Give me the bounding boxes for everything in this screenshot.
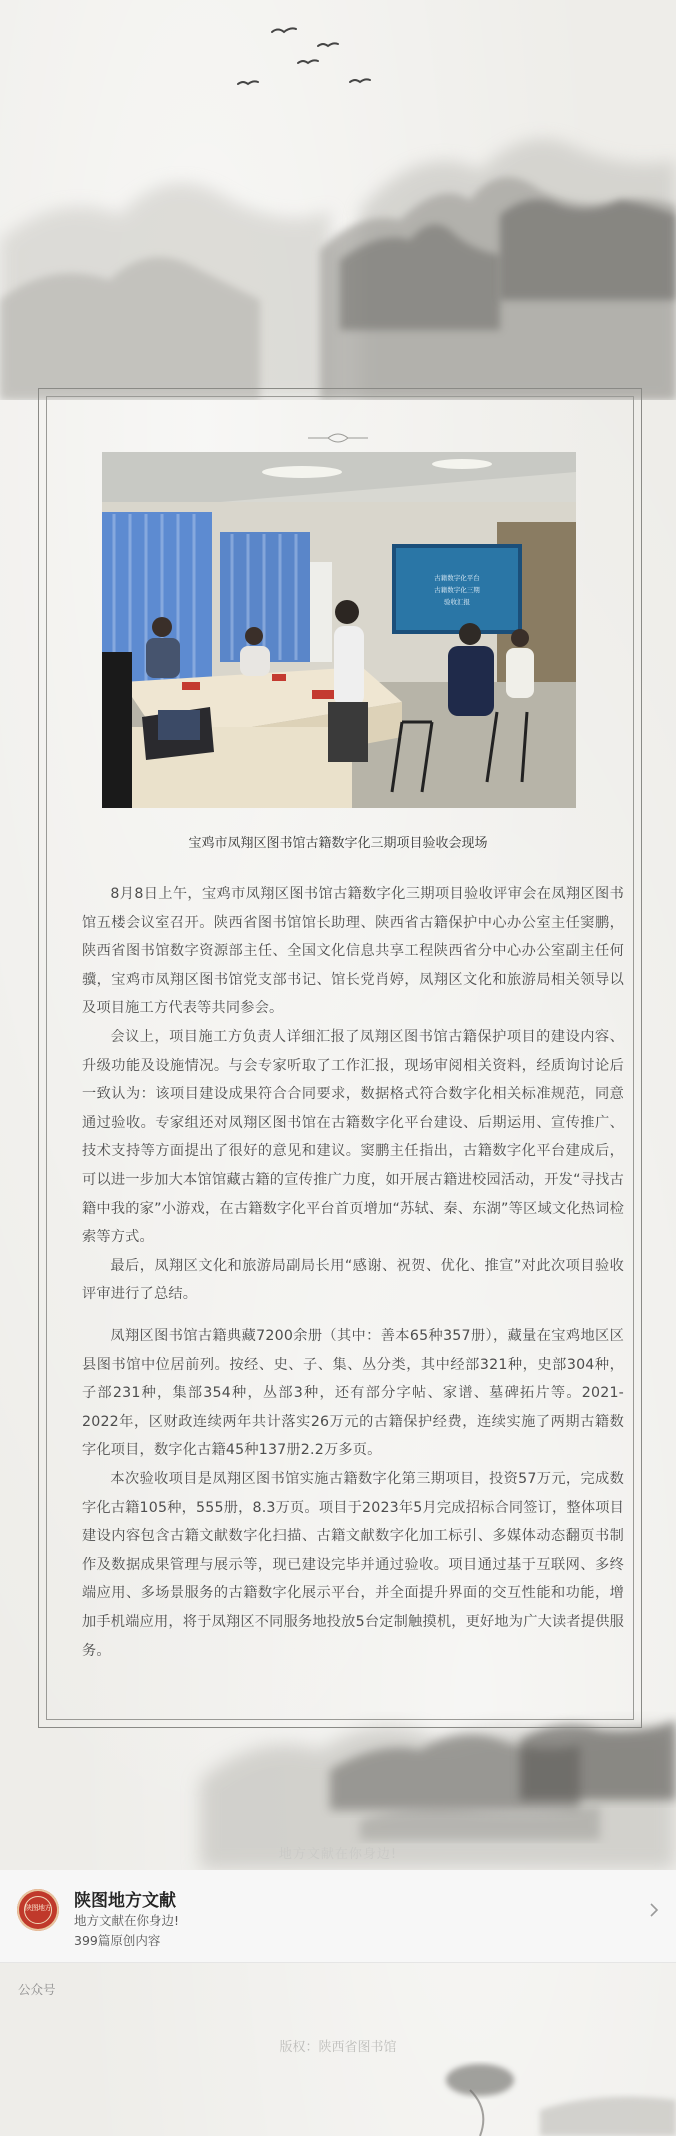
screen-line-2: 古籍数字化三期 bbox=[434, 586, 480, 594]
paragraph: 凤翔区图书馆古籍典藏7200余册（其中：善本65种357册），藏量在宝鸡地区区县图书馆中位居前列。按经、史、子、集、丛分类，其中经部321种，史部304种，子部231种，集部354种，丛部3种，还有部分字帖、家谱、墓碑拓片等。2021-2022年，区财政连续两年共计落实26万元的古籍保护经费，连续实施了两期古籍数字化项目，数字化古籍45种137册2.2万多页。 bbox=[82, 1328, 624, 1459]
photo-caption: 宝鸡市凤翔区图书馆古籍数字化三期项目验收会现场 bbox=[188, 836, 488, 851]
meeting-photo bbox=[102, 452, 576, 808]
copyright-text: 版权：陕西省图书馆 bbox=[279, 2040, 397, 2055]
paragraph: 最后，凤翔区文化和旅游局副局长用“感谢、祝贺、优化、推宣”对此次项目验收评审进行了总结。 bbox=[82, 1257, 624, 1303]
account-description: 地方文献在你身边! bbox=[74, 1913, 180, 1928]
divider bbox=[0, 1962, 676, 1963]
avatar[interactable] bbox=[17, 1889, 59, 1931]
chevron-right-icon[interactable] bbox=[648, 1901, 660, 1919]
paragraph: 本次验收项目是凤翔区图书馆实施古籍数字化第三期项目，投资57万元，完成数字化古籍105种，555册，8.3万页。项目于2023年5月完成招标合同签订，整体项目建设内容包含古籍文献数字化扫描、古籍文献数字化加工标引、多媒体动态翻页书制作及数据成果管理与展示等，现已建设完毕并通过验收。项目通过基于互联网、多终端应用、多场景服务的古籍数字化展示平台，并全面提升界面的交互性能和功能，增加手机端应用，将于凤翔区不同服务地投放5台定制触摸机，更好地为广大读者提供服务。 bbox=[82, 1470, 624, 1659]
paragraph: 8月8日上午，宝鸡市凤翔区图书馆古籍数字化三期项目验收评审会在凤翔区图书馆五楼会议室召开。陕西省图书馆馆长助理、陕西省古籍保护中心办公室主任窦鹏，陕西省图书馆数字资源部主任、全国文化信息共享工程陕西省分中心办公室副主任何骥，宝鸡市凤翔区图书馆党支部书记、馆长党肖婷，凤翔区文化和旅游局相关领导以及项目施工方代表等共同参会。 bbox=[82, 886, 624, 1017]
account-type-label: 公众号 bbox=[18, 1982, 56, 1997]
avatar-text: 陕图地方 bbox=[25, 1904, 51, 1912]
article-section-1 bbox=[82, 880, 624, 1309]
paragraph: 会议上，项目施工方负责人详细汇报了凤翔区图书馆古籍保护项目的建设内容、升级功能及设施情况。与会专家听取了工作汇报，现场审阅相关资料，经质询讨论后一致认为：该项目建设成果符合合同要求，数据格式符合数字化相关标准规范，同意通过验收。专家组还对凤翔区图书馆在古籍数字化平台建设、后期运用、宣传推广、技术支持等方面提出了很好的意见和建议。窦鹏主任指出，古籍数字化平台建成后，可以进一步加大本馆馆藏古籍的宣传推广力度，如开展古籍进校园活动，开发“寻找古籍中我的家”小游戏，在古籍数字化平台首页增加“苏轼、秦、东湖”等区域文化热词检索等方式。 bbox=[82, 1028, 624, 1246]
birds-decoration-icon bbox=[238, 28, 370, 84]
article-section-2 bbox=[82, 1322, 624, 1665]
account-article-count: 399篇原创内容 bbox=[74, 1933, 161, 1948]
account-name[interactable]: 陕图地方文献 bbox=[74, 1891, 176, 1911]
screen-line-3: 验收汇报 bbox=[444, 598, 470, 606]
mountain-ink-decoration-icon bbox=[0, 0, 676, 400]
footer-slogan: 地方文献在你身边! bbox=[278, 1847, 398, 1862]
frame-ornament-icon bbox=[306, 430, 370, 446]
screen-line-1: 古籍数字化平台 bbox=[434, 574, 480, 582]
